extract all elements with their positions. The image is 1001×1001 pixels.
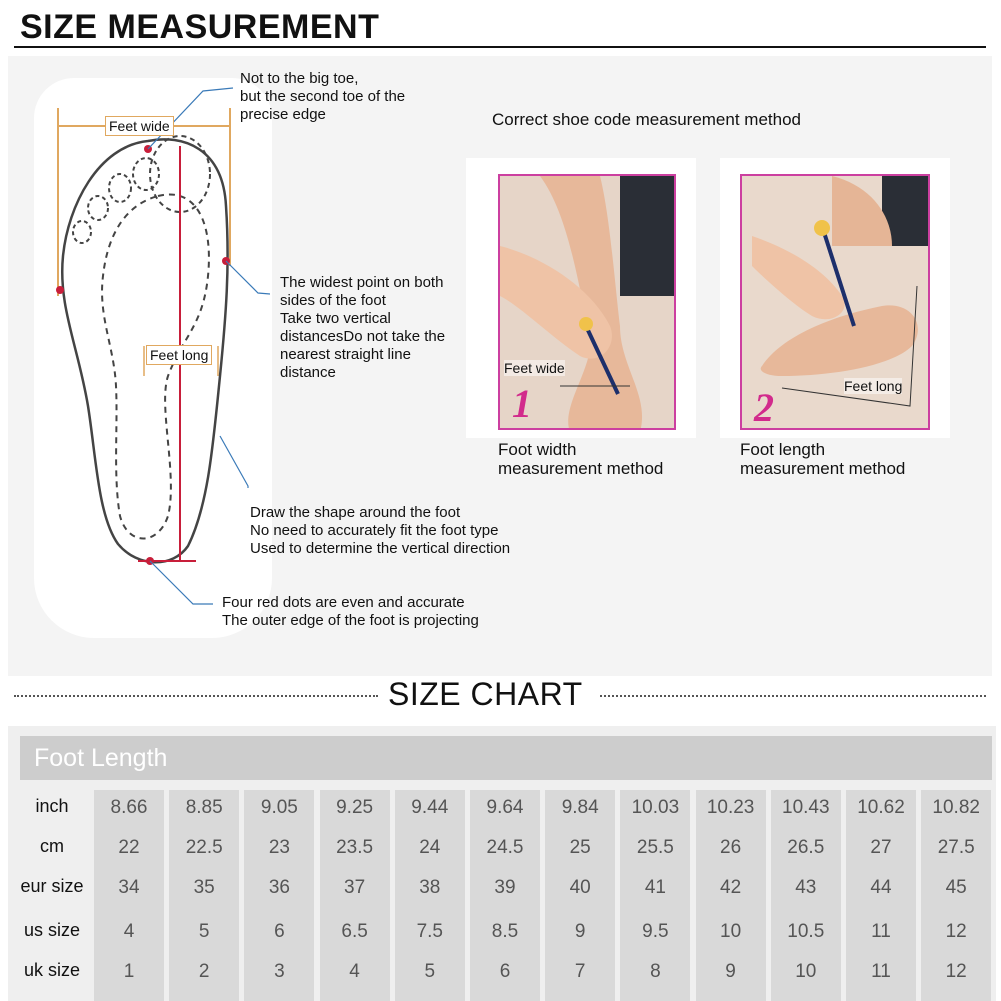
- table-cell: 24: [419, 837, 441, 858]
- photo-label-feet-wide: Feet wide: [504, 360, 565, 376]
- annotation-dots: Four red dots are even and accurate The outer edge of the foot is projecting: [222, 594, 479, 629]
- table-cell: 6: [274, 921, 285, 942]
- annotation-shape: Draw the shape around the foot No need to accurately fit the foot type Used to determine the vertical direction: [250, 504, 511, 557]
- page-header: [0, 0, 1001, 52]
- table-row-label: uk size: [23, 960, 81, 980]
- table-cell: 10: [720, 921, 742, 942]
- table-cell: 3: [274, 961, 285, 982]
- table-cell: 27: [870, 837, 892, 858]
- table-cell: 34: [118, 877, 140, 898]
- table-cell: 8: [650, 961, 661, 982]
- table-cell: 22.5: [185, 837, 223, 858]
- caption-foot-length: Foot length measurement method: [740, 440, 906, 478]
- table-cell: 2: [198, 961, 210, 982]
- table-cell: 38: [419, 877, 441, 898]
- table-cell: 23: [268, 837, 290, 858]
- table-cell: 4: [123, 921, 135, 942]
- table-cell: 24.5: [486, 837, 524, 858]
- table-cell: 10.23: [706, 797, 755, 818]
- table-header-bar: [20, 736, 992, 780]
- table-cell: 8.85: [185, 797, 223, 818]
- table-cell: 39: [494, 877, 516, 898]
- table-cell: 7.5: [416, 921, 443, 942]
- table-cell: 25: [569, 837, 591, 858]
- toe-5: [73, 221, 91, 243]
- table-cell: 9: [574, 921, 586, 942]
- photo-label-feet-long: Feet long: [844, 378, 903, 394]
- table-cell: 8.5: [491, 921, 519, 942]
- table-cell: 5: [198, 921, 210, 942]
- table-cell: 11: [871, 921, 891, 942]
- photo-card-length: [720, 158, 950, 438]
- table-cell: 11: [871, 961, 891, 982]
- table-row-label: us size: [23, 920, 81, 940]
- chart-divider-right: [600, 695, 986, 697]
- pointer-dots: [150, 561, 213, 604]
- table-cell: 36: [268, 877, 290, 898]
- table-cell: 9.44: [411, 797, 449, 818]
- table-cell: 10.62: [857, 797, 905, 818]
- table-cell: 23.5: [336, 837, 374, 858]
- table-cell: 9.84: [561, 797, 599, 818]
- table-cell: 12: [945, 921, 967, 942]
- table-cell: 42: [720, 877, 742, 898]
- table-cell: 25.5: [636, 837, 674, 858]
- table-cell: 7: [574, 961, 586, 982]
- toe-3: [109, 174, 131, 202]
- toe-4: [88, 196, 108, 220]
- size-chart-title: SIZE CHART: [388, 676, 583, 712]
- sole-dashed-outline: [102, 194, 209, 538]
- photo-number-2: 2: [754, 385, 774, 430]
- header-divider: [14, 46, 986, 48]
- table-header-label: Foot Length: [34, 744, 168, 772]
- table-cell: 26.5: [787, 837, 825, 858]
- feet-long-label: Feet long: [146, 345, 212, 365]
- table-cell: 1: [123, 961, 135, 982]
- table-cell: 37: [344, 877, 366, 898]
- table-cell: 6.5: [341, 921, 368, 942]
- pointer-shape: [220, 436, 248, 488]
- table-cell: 40: [569, 877, 591, 898]
- table-cell: 4: [349, 961, 360, 982]
- photo-number-1: 1: [512, 381, 532, 426]
- red-dot-left: [56, 286, 64, 294]
- table-cell: 8.66: [110, 797, 148, 818]
- caption-foot-width: Foot width measurement method: [498, 440, 664, 478]
- method-title: Correct shoe code measurement method: [492, 110, 801, 129]
- toe-2: [133, 158, 159, 190]
- table-cell: 9.05: [260, 797, 298, 818]
- table-cell: 12: [945, 961, 967, 982]
- table-cell: 10.5: [787, 921, 825, 942]
- table-cell: 10.43: [782, 797, 830, 818]
- table-cell: 10.82: [932, 797, 980, 818]
- table-row-label: inch: [35, 796, 69, 816]
- table-cell: 9: [725, 961, 736, 982]
- table-cell: 10: [795, 961, 817, 982]
- table-cell: 44: [870, 877, 892, 898]
- table-cell: 35: [193, 877, 215, 898]
- table-cell: 6: [499, 961, 511, 982]
- measurement-panel: [8, 56, 992, 676]
- size-table: [8, 726, 996, 1001]
- chart-divider-left: [14, 695, 378, 697]
- photo-card-width: [466, 158, 696, 438]
- pointer-widest: [226, 261, 270, 294]
- table-cell: 43: [795, 877, 817, 898]
- page-title: SIZE MEASUREMENT: [20, 8, 380, 46]
- table-cell: 9.64: [486, 797, 524, 818]
- table-cell: 9.5: [642, 921, 669, 942]
- table-cell: 10.03: [631, 797, 680, 818]
- table-cell: 45: [945, 877, 967, 898]
- annotation-toe: Not to the big toe, but the second toe of the precise edge: [240, 70, 406, 123]
- table-cell: 22: [118, 837, 140, 858]
- table-cell: 41: [644, 877, 666, 898]
- table-cell: 5: [424, 961, 436, 982]
- table-cell: 9.25: [336, 797, 374, 818]
- feet-wide-label: Feet wide: [105, 116, 174, 136]
- table-cell: 27.5: [937, 837, 975, 858]
- annotation-widest: The widest point on both sides of the foot Take two vertical distancesDo not take the nearest straight line distance: [280, 274, 446, 381]
- table-cell: 26: [720, 837, 742, 858]
- table-row-label: cm: [40, 836, 64, 856]
- table-row-label: eur size: [20, 876, 84, 896]
